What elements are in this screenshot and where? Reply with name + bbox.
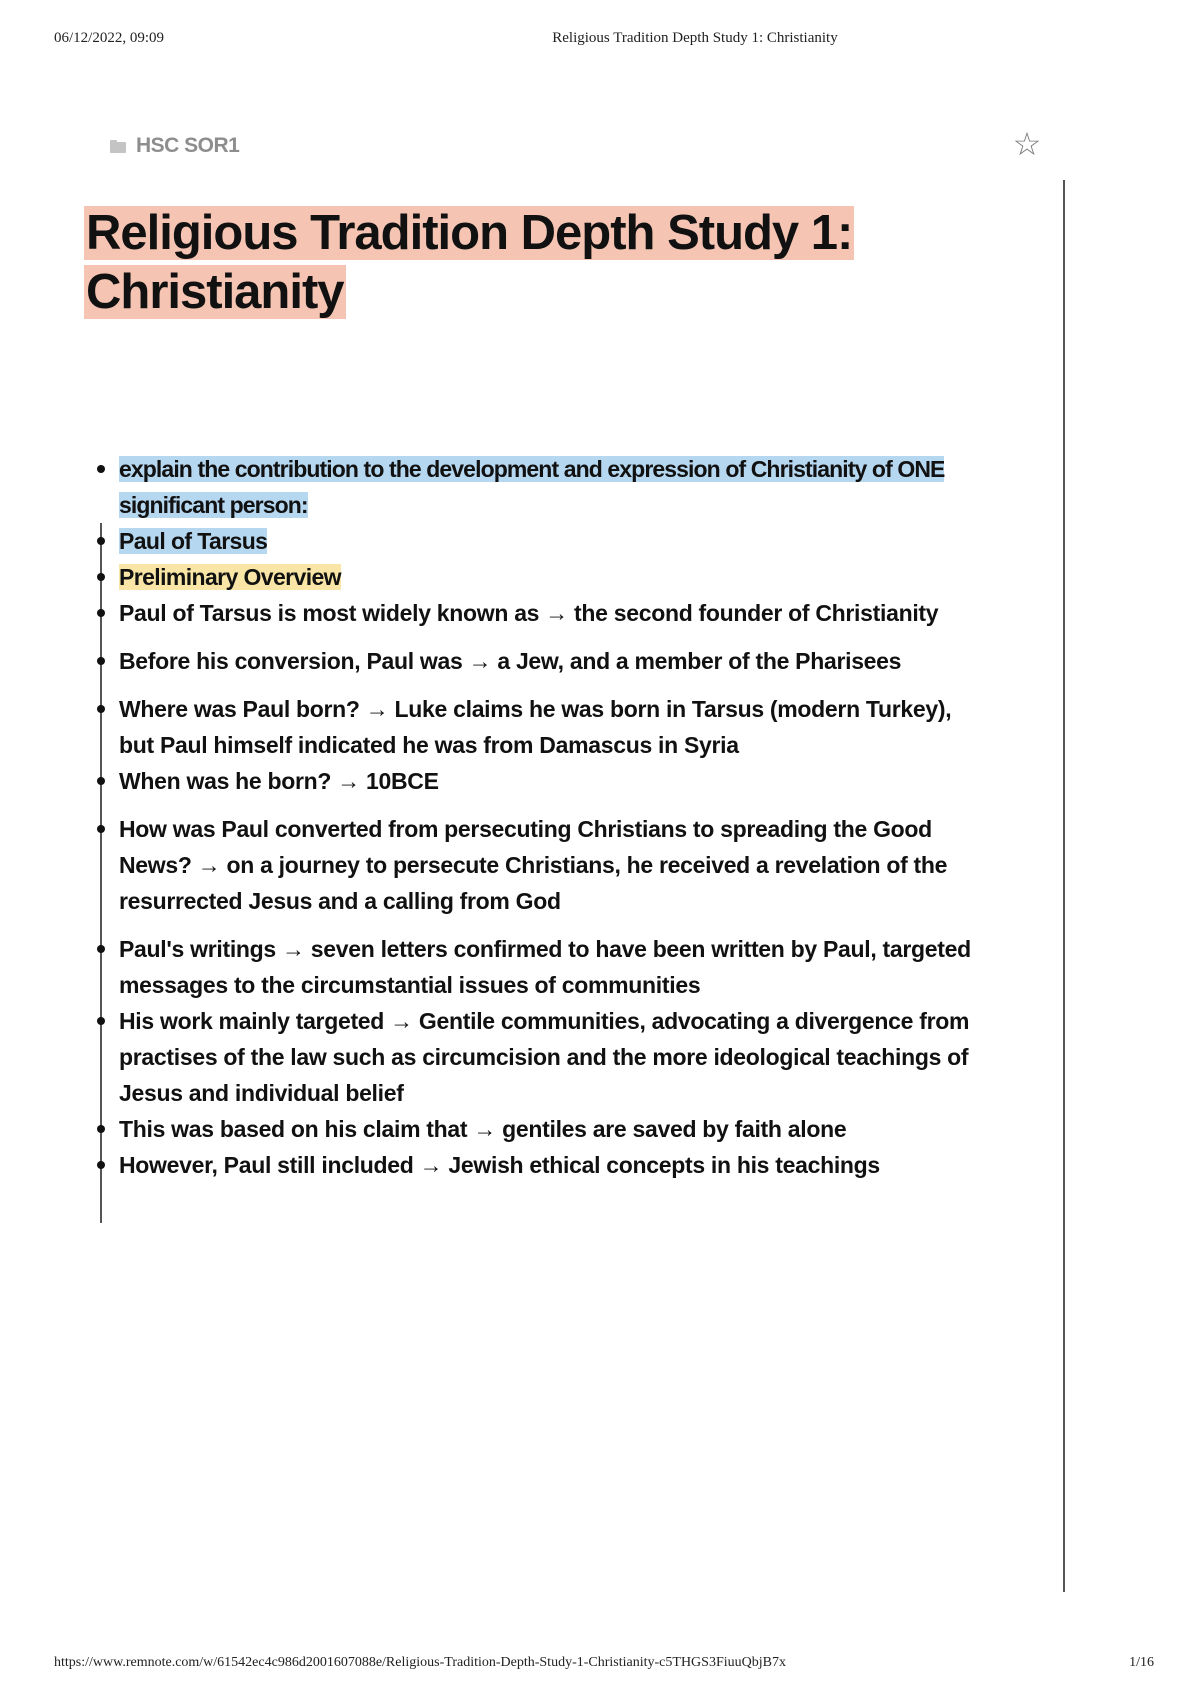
person-heading: Paul of Tarsus <box>119 528 268 554</box>
outline-text: This was based on his claim that → gentiles are saved by faith alone <box>119 1116 847 1142</box>
outline-item <box>95 691 975 799</box>
outline-row[interactable] <box>95 451 975 523</box>
bullet-icon[interactable] <box>97 1017 105 1025</box>
outline-text: Where was Paul born? → Luke claims he was born in Tarsus (modern Turkey), but Paul himself indicated he was from Damascus in Syria <box>119 696 952 758</box>
outline-children <box>95 1111 975 1183</box>
outline-row[interactable] <box>95 763 975 799</box>
print-url: https://www.remnote.com/w/61542ec4c986d2001607088e/Religious-Tradition-Depth-Study-1-Christianity-c5THGS3FiuuQbjB7x <box>54 1655 786 1670</box>
bullet-icon[interactable] <box>97 825 105 833</box>
print-datetime: 06/12/2022, 09:09 <box>54 30 165 46</box>
bullet-icon[interactable] <box>97 1125 105 1133</box>
outline-text: Paul of Tarsus is most widely known as → the second founder of Christianity <box>119 600 939 626</box>
outline-row[interactable] <box>95 1147 975 1183</box>
outline-row[interactable] <box>95 523 975 559</box>
outline-item <box>95 931 975 1183</box>
star-icon[interactable]: ☆ <box>1012 125 1042 163</box>
bullet-icon[interactable] <box>97 777 105 785</box>
bullet-icon[interactable] <box>97 945 105 953</box>
bullet-icon[interactable] <box>97 573 105 581</box>
outline-row[interactable] <box>95 811 975 919</box>
outline-text: When was he born? → 10BCE <box>119 768 439 794</box>
outline-row[interactable] <box>95 1003 975 1111</box>
outline-item <box>95 643 975 679</box>
bullet-icon[interactable] <box>97 657 105 665</box>
outline-text: Paul's writings → seven letters confirmed to have been written by Paul, targeted messages to the circumstantial issues of communities <box>119 936 971 998</box>
bullet-icon[interactable] <box>97 465 105 473</box>
outline-text: Before his conversion, Paul was → a Jew, and a member of the Pharisees <box>119 648 902 674</box>
outline-item <box>95 1147 975 1183</box>
section-heading: Preliminary Overview <box>119 564 341 590</box>
outline-row[interactable] <box>95 931 975 1003</box>
outline-children <box>95 763 975 799</box>
bullet-icon[interactable] <box>97 1161 105 1169</box>
outline-root <box>95 451 975 1183</box>
print-page-count: 1/16 <box>1129 1655 1154 1670</box>
outline-item <box>95 595 975 631</box>
outline-row[interactable] <box>95 559 975 595</box>
outline-text: His work mainly targeted → Gentile communities, advocating a divergence from practises of the law such as circumcision and the more ideological teachings of Jesus and individual belief <box>119 1008 970 1106</box>
outline-children <box>95 1003 975 1183</box>
outline-row[interactable] <box>95 691 975 763</box>
bullet-icon[interactable] <box>97 705 105 713</box>
outline-children <box>95 559 975 1183</box>
print-title: Religious Tradition Depth Study 1: Christianity <box>552 30 838 46</box>
page-title-text: Religious Tradition Depth Study 1: Christianity <box>86 206 853 319</box>
bullet-icon[interactable] <box>97 609 105 617</box>
outline-children <box>95 523 975 1183</box>
outline-item <box>95 811 975 919</box>
outline-children <box>95 1147 975 1183</box>
outline-row[interactable] <box>95 643 975 679</box>
outline-text: However, Paul still included → Jewish ethical concepts in his teachings <box>119 1152 880 1178</box>
bullet-icon[interactable] <box>97 537 105 545</box>
outline-row[interactable] <box>95 595 975 631</box>
outline-children <box>95 595 975 1183</box>
syllabus-dot-point: explain the contribution to the development and expression of Christianity of ONE significant person: <box>119 456 945 518</box>
outline-item <box>95 1003 975 1183</box>
outline-item <box>95 1111 975 1183</box>
print-footer <box>0 1655 1200 1679</box>
outline-item <box>95 559 975 1183</box>
outline-item <box>95 523 975 1183</box>
outline-item <box>95 763 975 799</box>
outline-row[interactable] <box>95 1111 975 1147</box>
breadcrumb-label: HSC SOR1 <box>136 134 240 157</box>
outline-text: How was Paul converted from persecuting Christians to spreading the Good News? → on a journey to persecute Christians, he received a revelation of the resurrected Jesus and a calling from God <box>119 816 948 914</box>
outline-item <box>95 451 975 1183</box>
